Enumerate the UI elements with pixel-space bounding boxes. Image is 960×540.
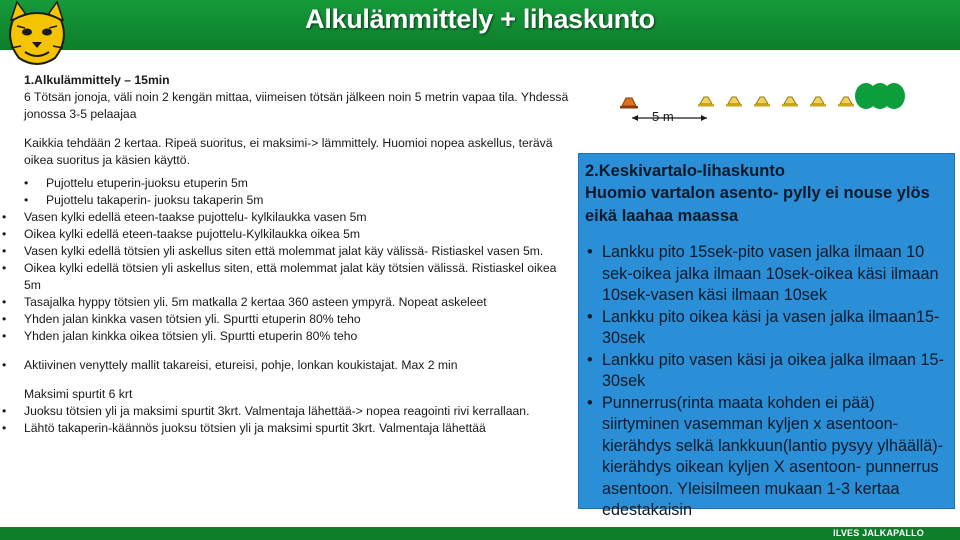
drill-diagram: [612, 78, 912, 128]
sprint-list: [24, 403, 569, 437]
warmup-title: 1.Alkulämmittely – 15min: [24, 73, 170, 87]
warmup-section: [24, 72, 569, 437]
list-item: • Lähtö takaperin-käännös juoksu tötsien yli ja maksimi spurtit 3krt. Valmentaja lähettää: [24, 420, 569, 437]
list-item: • Juoksu tötsien yli ja maksimi spurtit 3krt. Valmentaja lähettää-> nopea reagointi rivi kerrallaan.: [24, 403, 569, 420]
start-cone-icon: [620, 98, 638, 109]
warmup-list-b: [24, 209, 569, 345]
list-item: • Oikea kylki edellä eteen-taakse pujottelu-Kylkilaukka oikea 5m: [24, 226, 569, 243]
core-strength-box: [578, 153, 955, 519]
player-icon: [883, 83, 905, 109]
cone-icon: [810, 97, 826, 107]
sprint-title: Maksimi spurtit 6 krt: [24, 387, 133, 401]
distance-label: 5 m: [652, 109, 674, 124]
page-title: Alkulämmittely + lihaskunto: [305, 4, 655, 34]
lynx-head-logo-icon: [3, 0, 71, 70]
cone-icon: [754, 97, 770, 107]
header-bar: [0, 0, 960, 50]
warmup-intro-1: 6 Tötsän jonoja, väli noin 2 kengän mittaa, viimeisen tötsän jälkeen noin 5 metrin vapaa tila. Yhdessä jonossa 3-5 pelaajaa: [24, 90, 569, 121]
list-item: • Lankku pito oikea käsi ja vasen jalka ilmaan15-30sek: [602, 307, 946, 350]
list-item: • Lankku pito 15sek-pito vasen jalka ilmaan 10 sek-oikea jalka ilmaan 10sek-oikea käsi ilmaan 10sek-vasen käsi ilmaan 10sek: [602, 242, 946, 307]
list-item: • Pujottelu etuperin-juoksu etuperin 5m: [24, 175, 569, 192]
cone-icon: [698, 97, 714, 107]
core-title: 2.Keskivartalo-lihaskunto: [585, 162, 785, 180]
list-item: • Aktiivinen venyttely mallit takareisi, etureisi, pohje, lonkan koukistajat. Max 2 min: [24, 357, 569, 374]
footer-brand: ILVES JALKAPALLO: [833, 528, 924, 538]
list-item: • Pujottelu takaperin- juoksu takaperin 5m: [24, 192, 569, 209]
list-item: • Yhden jalan kinkka oikea tötsien yli. Spurtti etuperin 80% teho: [24, 328, 569, 345]
cone-icon: [726, 97, 742, 107]
list-item: • Tasajalka hyppy tötsien yli. 5m matkalla 2 kertaa 360 asteen ympyrä. Nopeat askeleet: [24, 294, 569, 311]
warmup-intro-2: Kaikkia tehdään 2 kertaa. Ripeä suoritus, ei maksimi-> lämmittely. Huomioi nopea askellus, terävä oikea suoritus ja käsien käyttö.: [24, 136, 553, 167]
list-item: • Oikea kylki edellä tötsien yli askellus siten, että molemmat jalat käy tötsien välissä. Ristiaskel oikea 5m: [24, 260, 569, 294]
footer-bar: [0, 527, 960, 540]
stretch-list: [24, 357, 569, 374]
cone-icon: [838, 97, 854, 107]
cone-icon: [782, 97, 798, 107]
warmup-list-a: [24, 175, 569, 209]
core-list: [585, 242, 946, 522]
list-item: • Punnerrus(rinta maata kohden ei pää) siirtyminen vasemman kyljen x asentoon- kierähdys selkä lankkuun(lantio pysyy ylhäällä)- kierähdys oikean kyljen X asentoon- punnerrus asentoon. Yleisilmeen mukaan 1-3 kertaa edestakaisin: [602, 393, 946, 522]
core-subtitle: Huomio vartalon asento- pylly ei nouse ylös eikä laahaa maassa: [585, 184, 930, 225]
list-item: • Vasen kylki edellä tötsien yli askellus siten että molemmat jalat käy välissä- Ristiaskel vasen 5m.: [24, 243, 569, 260]
list-item: • Vasen kylki edellä eteen-taakse pujottelu- kylkilaukka vasen 5m: [24, 209, 569, 226]
list-item: • Lankku pito vasen käsi ja oikea jalka ilmaan 15-30sek: [602, 350, 946, 393]
list-item: • Yhden jalan kinkka vasen tötsien yli. Spurtti etuperin 80% teho: [24, 311, 569, 328]
